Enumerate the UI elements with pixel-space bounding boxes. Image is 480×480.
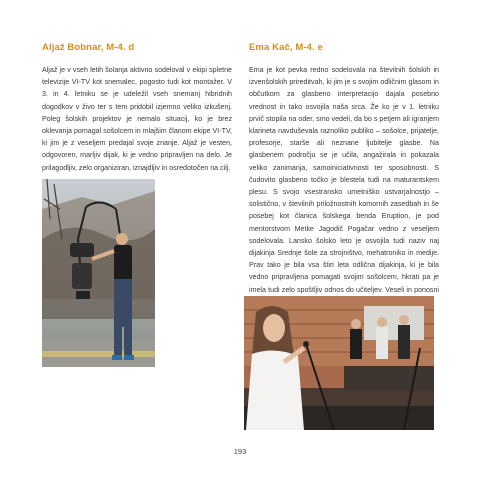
right-heading: Ema Kač, M-4. e [249, 42, 323, 53]
page-number: 193 [233, 447, 247, 456]
right-column [249, 42, 439, 308]
singer-photo [244, 296, 434, 430]
right-paragraph: Ema je kot pevka redno sodelovala na številnih šolskih in izvenšolskih prireditvah, ki jim je s svojim odličnim glasom in občutkom za glasbeno interpretacijo dajala posebno vrednost in tako osvojila naša srca. Že ko je v 1. letniku prvič stopila na oder, smo vedeli, da bo s petjem ali igranjem klarineta navduševala raznoliko publiko – sošolce, prijatelje, profesorje, starše ali neznane ljubitelje glasbe. Na glasbenem področju se je učila, angažirala in pokazala veliko zanimanja, samoiniciativnosti ter sposobnosti. S čudovito glasbeno točko je blestela tudi na maturantskem plesu. S svojo vsestransko umetniško ustvarjalnostjo – solistično, v številnih priložnostnih komornih zasedbah in še posebej kot članica šolskega benda Eruption, je pod mentorstvom Metke Jagodič Pogačar vedno z veseljem sodelovala. Lansko šolsko leto je osvojila tudi naziv naj dijakinja Srednje šole za strojništvo, mehatroniko in medije. Prav tako je bila vsa štiri leta odlična dijakinja, ki je bila vedno pripravljena pomagati svojim sošolcem, hkrati pa je imela tudi zelo spoštljiv odnos do učiteljev. Veseli in ponosni [249, 66, 439, 294]
left-column [42, 42, 232, 174]
camera-operator-photo [42, 179, 155, 367]
left-paragraph: Aljaž je v vseh letih šolanja aktivno sodeloval v ekipi spletne televizije VI-TV kot snemalec, pogosto tudi kot montažer. V 3. in 4. letniku se je udeležil vseh snemanj hibridnih dogodkov v živo ter s tem pridobil izjemno veliko izkušenj. Poleg šolskih projektov je nemalo situacij, ko je brez oklevanja pomagal sošolcem in mlajšim članom ekipe VI-TV, ki jim je z veseljem predajal svoje znanje. Aljaž je vesten, odgovoren, marljiv dijak, ki je vedno pripravljen na delo. Je prilagodljiv, zelo organiziran, iznajdljiv in osredotočen na cilj. [42, 66, 232, 172]
left-heading: Aljaž Bobnar, M-4. d [42, 42, 135, 53]
